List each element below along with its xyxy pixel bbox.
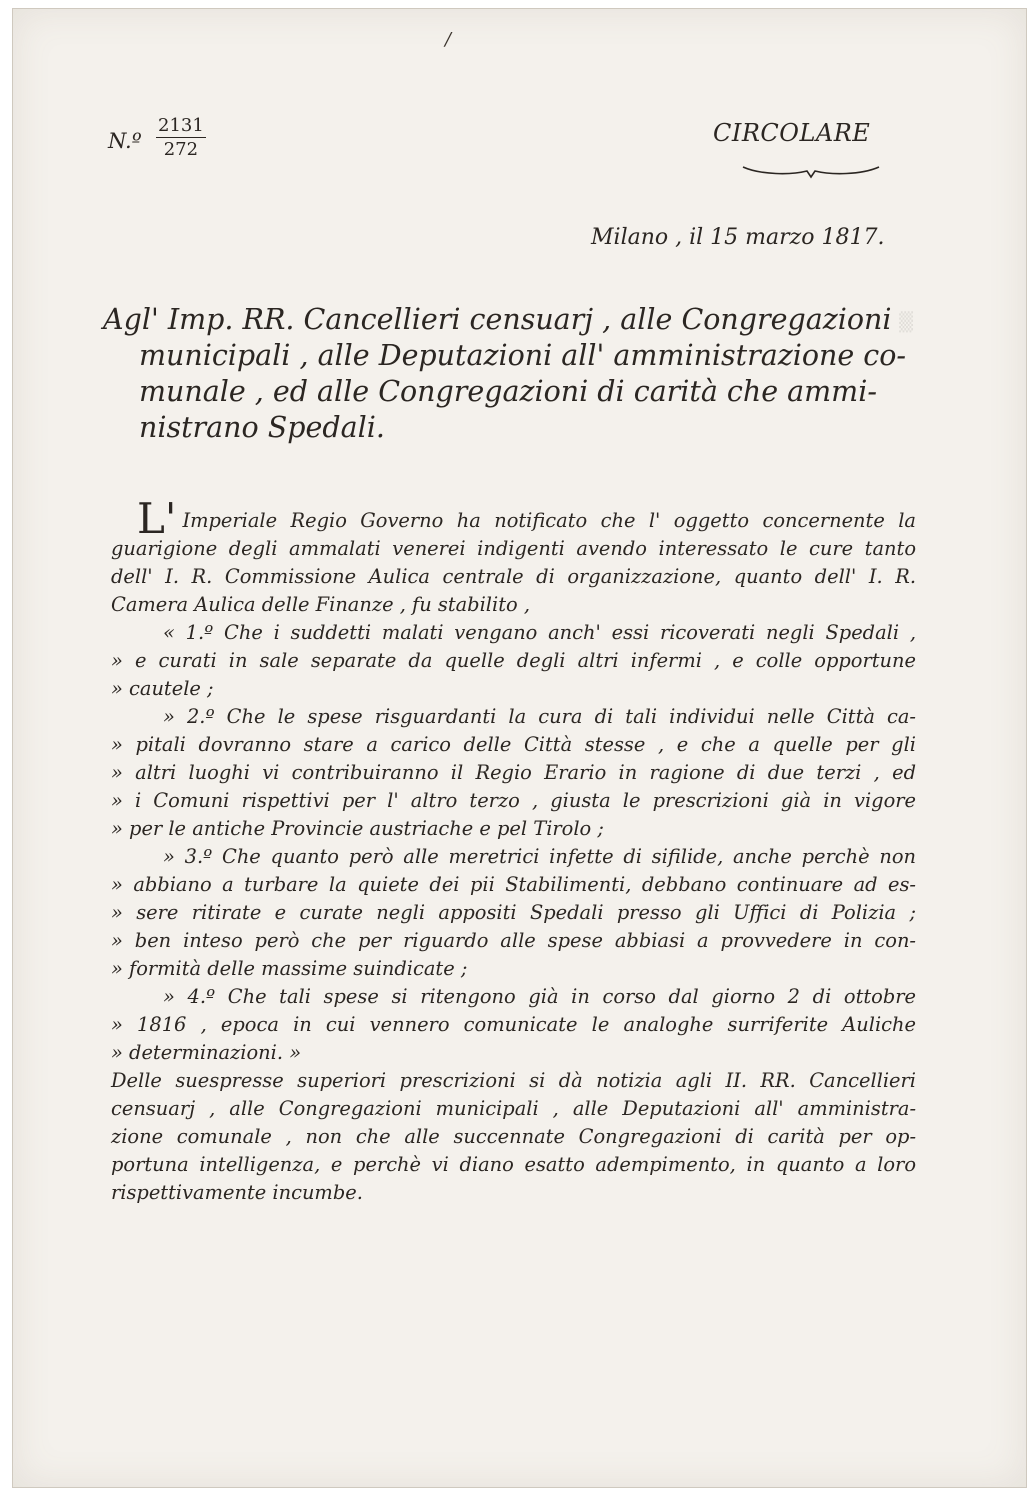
- body-line: guarigione degli ammalati venerei indigenti avendo interessato le cure tanto: [111, 537, 916, 560]
- body-line: » abbiano a turbare la quiete dei pii Stabilimenti, debbano continuare ad es-: [111, 873, 916, 896]
- body-line: [111, 494, 916, 543]
- body-line: portuna intelligenza, e perchè vi diano esatto adempimento, in quanto a loro: [111, 1153, 916, 1176]
- body-line: rispettivamente incumbe.: [111, 1181, 363, 1204]
- body-line: » formità delle massime suindicate ;: [111, 957, 468, 980]
- document-title: CIRCOLARE: [713, 119, 871, 147]
- body-line: » 1816 , epoca in cui vennero comunicate le analoghe surriferite Auliche: [111, 1013, 916, 1036]
- tick-mark: /: [445, 29, 452, 50]
- body-line: » 4.º Che tali spese si ritengono già in corso dal giorno 2 di ottobre: [163, 985, 916, 1008]
- body-line-text: Imperiale Regio Governo ha notificato che l' oggetto concernente la: [182, 509, 916, 532]
- address-line: nistrano Spedali.: [139, 411, 385, 444]
- body-line: » per le antiche Provincie austriache e pel Tirolo ;: [111, 817, 604, 840]
- body-line: » pitali dovranno stare a carico delle Città stesse , e che a quelle per gli: [111, 733, 916, 756]
- body-line: Delle suespresse superiori prescrizioni si dà notizia agli II. RR. Cancellieri: [111, 1069, 916, 1092]
- bleed-through-text: ▒: [899, 312, 913, 333]
- number-prefix: N.º: [108, 129, 142, 153]
- body-line: » 2.º Che le spese risguardanti la cura di tali individui nelle Città ca-: [163, 705, 916, 728]
- body-line: censuarj , alle Congregazioni municipali , alle Deputazioni all' amministra-: [111, 1097, 916, 1120]
- dateline: Milano , il 15 marzo 1817.: [591, 225, 885, 250]
- body-line: Camera Aulica delle Finanze , fu stabilito ,: [111, 593, 530, 616]
- title-swash-ornament: [741, 159, 881, 181]
- body-line: » i Comuni rispettivi per l' altro terzo , giusta le prescrizioni già in vigore: [111, 789, 916, 812]
- body-line: » ben inteso però che per riguardo alle spese abbiasi a provvedere in con-: [111, 929, 916, 952]
- body-line: » e curati in sale separate da quelle degli altri infermi , e colle opportune: [111, 649, 916, 672]
- drop-cap: L': [137, 494, 177, 543]
- number-fraction: [156, 115, 206, 162]
- number-bottom: 272: [163, 139, 199, 160]
- body-line: zione comunale , non che alle succennate Congregazioni di carità per op-: [111, 1125, 916, 1148]
- body-line: « 1.º Che i suddetti malati vengano anch' essi ricoverati negli Spedali ,: [163, 621, 916, 644]
- circular-body: [111, 494, 916, 1207]
- body-line: » determinazioni. »: [111, 1041, 302, 1064]
- address-line: Agl' Imp. RR. Cancellieri censuarj , alle Congregazioni: [103, 303, 892, 336]
- body-line: » sere ritirate e curate negli appositi Spedali presso gli Uffici di Polizia ;: [111, 901, 916, 924]
- body-line: dell' I. R. Commissione Aulica centrale di organizzazione, quanto dell' I. R.: [111, 565, 916, 588]
- addressee-block: [103, 302, 915, 446]
- body-line: » 3.º Che quanto però alle meretrici infette di sifilide, anche perchè non: [163, 845, 916, 868]
- document-page: [12, 8, 1027, 1488]
- address-line: municipali , alle Deputazioni all' amministrazione co-: [139, 339, 907, 372]
- body-line: » cautele ;: [111, 677, 214, 700]
- number-top: 2131: [158, 115, 204, 136]
- address-line: munale , ed alle Congregazioni di carità che ammi-: [139, 375, 877, 408]
- body-line: » altri luoghi vi contribuiranno il Regio Erario in ragione di due terzi , ed: [111, 761, 916, 784]
